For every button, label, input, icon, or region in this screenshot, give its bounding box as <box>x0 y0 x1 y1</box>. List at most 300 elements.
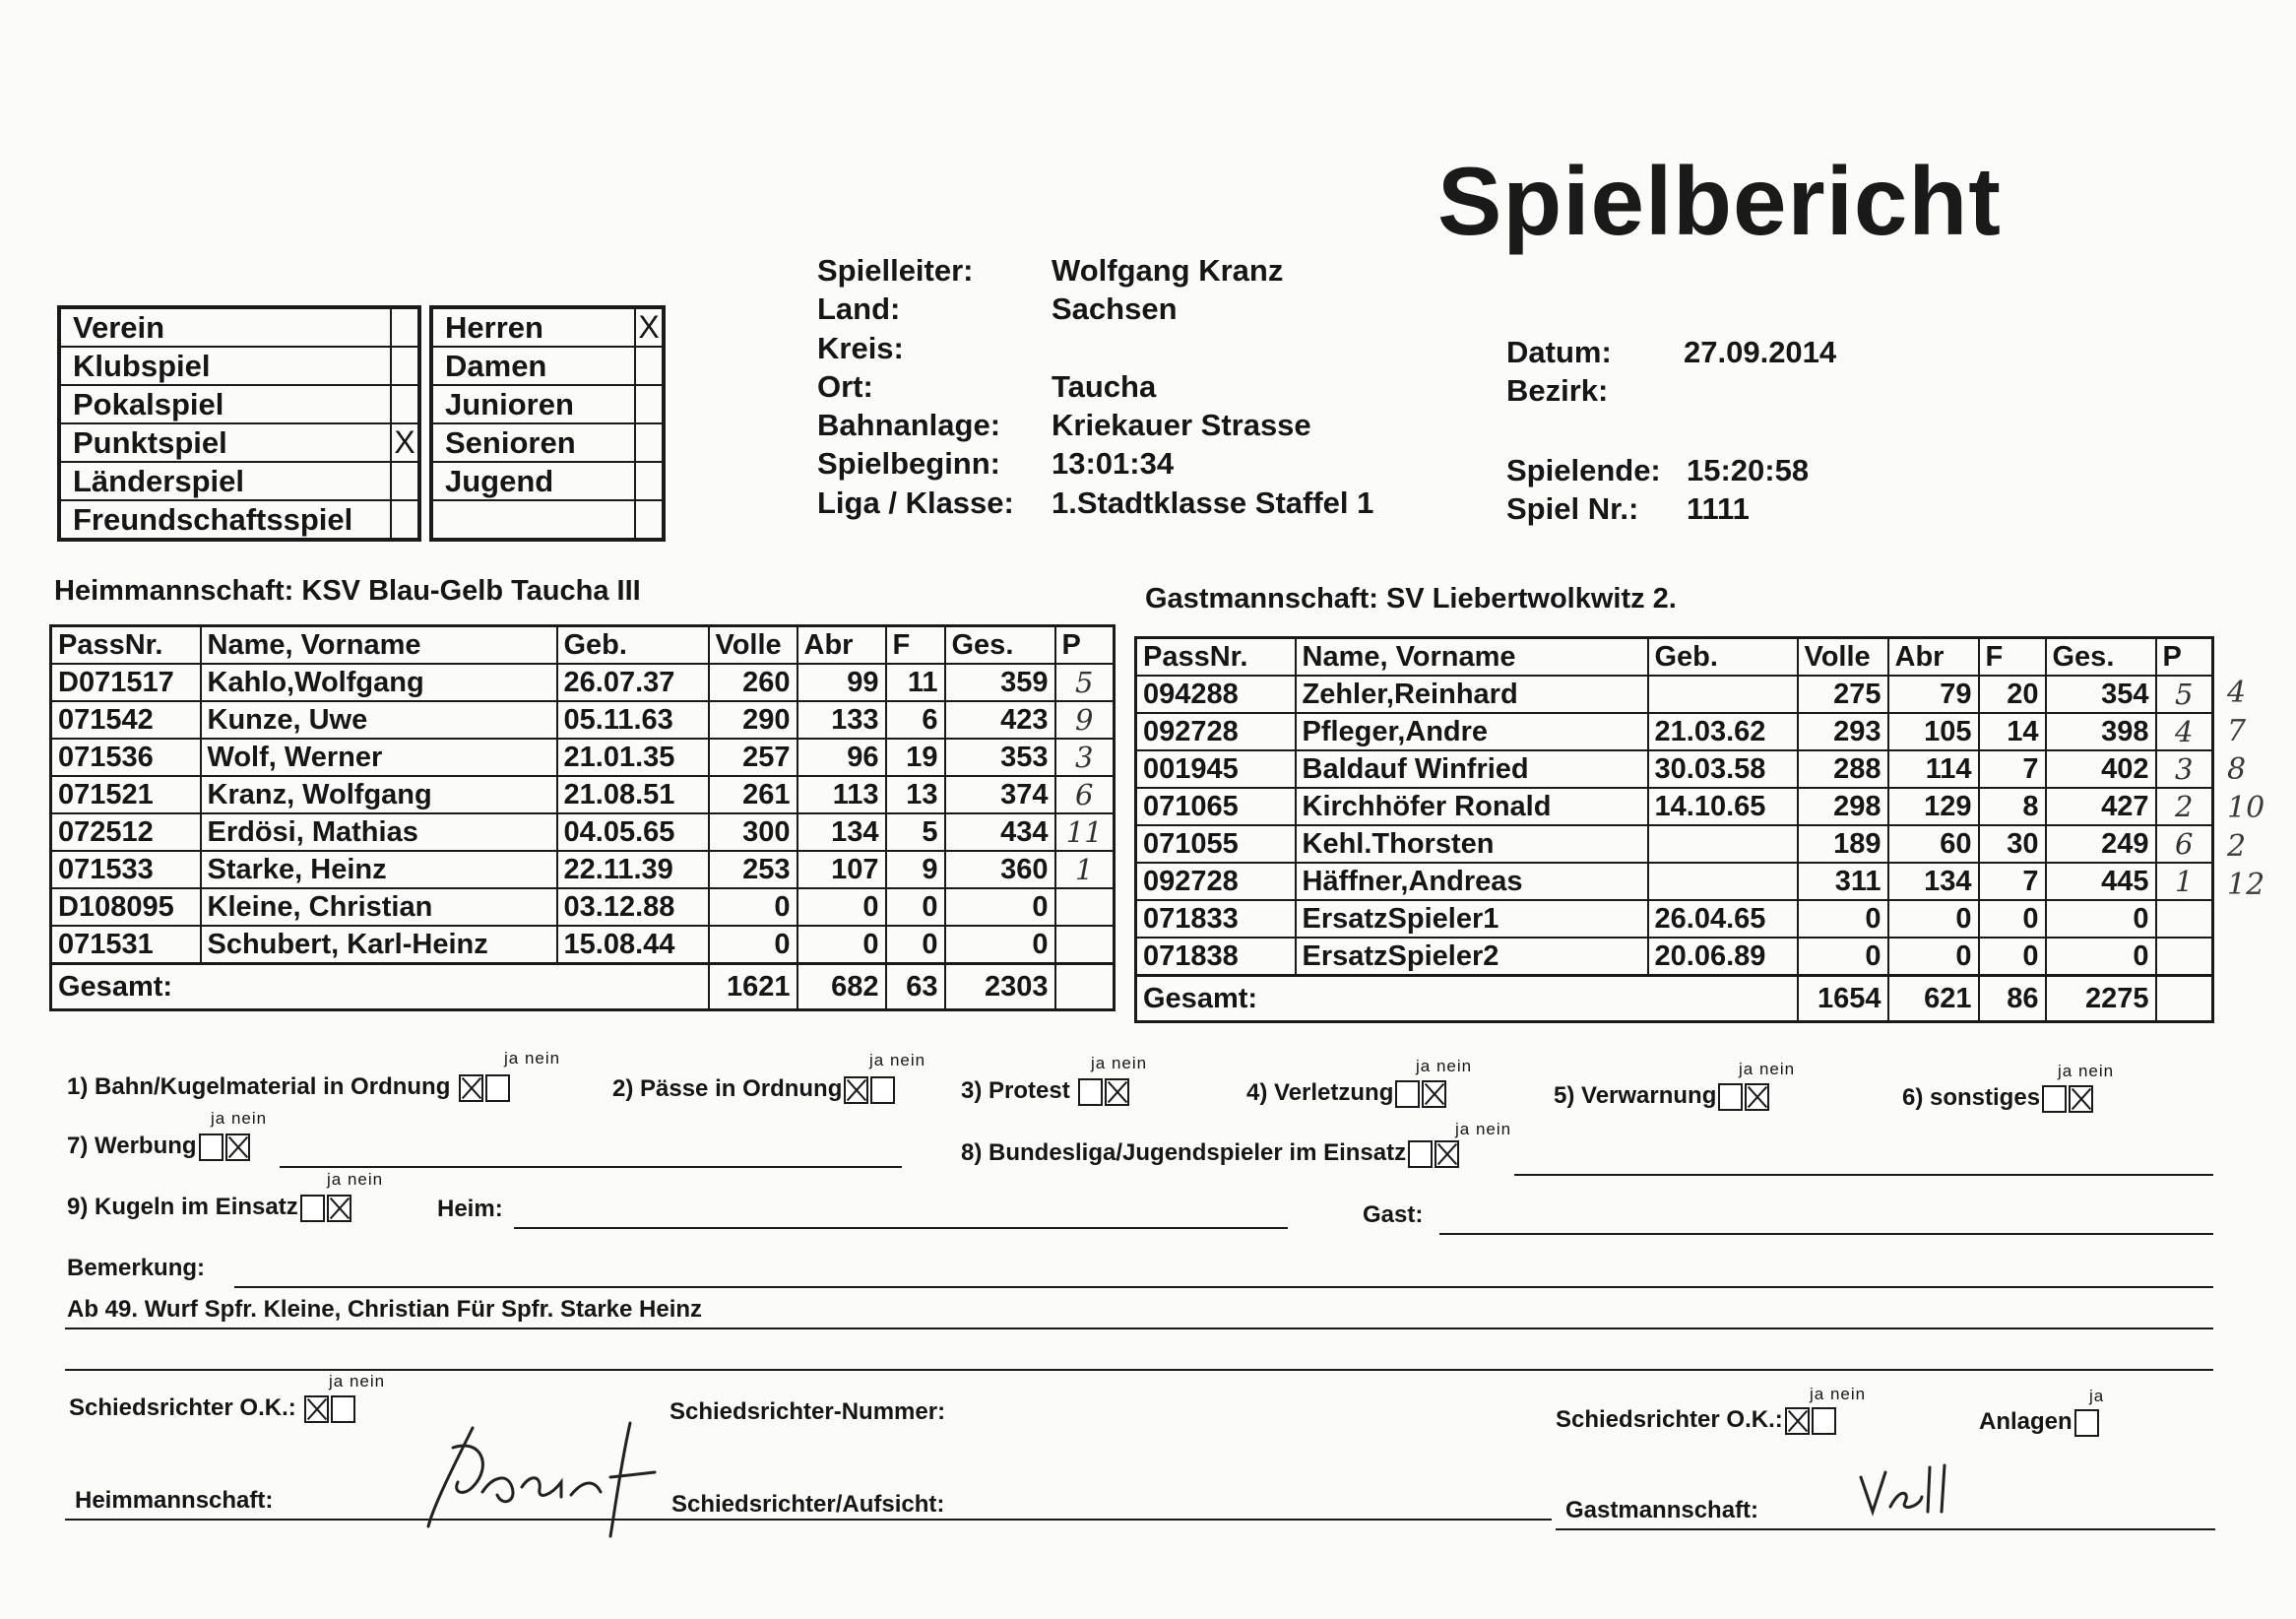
match-nr-value: 1111 <box>1687 491 1750 527</box>
meta-row <box>817 444 1373 483</box>
cell-f: 8 <box>1979 788 2046 825</box>
meta-end-block <box>1506 451 1809 529</box>
meta-value: Sachsen <box>1052 291 1178 327</box>
q8-no-checkbox[interactable] <box>1435 1140 1459 1168</box>
signature-line-right <box>1556 1528 2215 1530</box>
end-value: 15:20:58 <box>1687 453 1810 487</box>
no-label: nein <box>1758 1060 1796 1078</box>
cell-volle: 0 <box>709 926 797 964</box>
cell-name: Wolf, Werner <box>201 739 557 776</box>
cell-pass: 072512 <box>51 813 201 851</box>
no-label: nein <box>1111 1054 1148 1072</box>
yes-label: ja <box>329 1372 345 1391</box>
category-row <box>431 423 664 462</box>
match-type-row <box>59 462 419 500</box>
cell-name: Kehl.Thorsten <box>1296 825 1648 863</box>
gast-balls-input-line[interactable] <box>1439 1233 2213 1235</box>
cell-abr: 113 <box>797 776 886 813</box>
q9-row <box>67 1194 351 1222</box>
cell-ges: 359 <box>945 664 1055 701</box>
category-mark[interactable] <box>635 423 664 462</box>
referee-number-label: Schiedsrichter-Nummer: <box>670 1398 946 1425</box>
cell-pass: 071055 <box>1136 825 1296 863</box>
cell-ges: 354 <box>2046 676 2156 713</box>
cell-f: 5 <box>886 813 945 851</box>
yes-label: ja <box>869 1051 885 1069</box>
category-label: Junioren <box>431 385 635 423</box>
home-team-signature <box>414 1379 689 1556</box>
meta-row <box>817 329 1373 367</box>
meta-label: Ort: <box>817 368 873 404</box>
cell-geb <box>1648 825 1798 863</box>
q4-yes-checkbox[interactable] <box>1395 1080 1420 1108</box>
cell-f: 0 <box>1979 900 2046 938</box>
match-type-mark[interactable]: X <box>391 423 419 462</box>
column-header: F <box>1979 638 2046 677</box>
cell-geb: 26.07.37 <box>557 664 709 701</box>
no-label: nein <box>1829 1385 1867 1403</box>
column-header: Geb. <box>557 626 709 665</box>
player-row <box>51 776 1115 813</box>
cell-pass: 092728 <box>1136 863 1296 900</box>
category-row <box>431 307 664 347</box>
cell-ges: 0 <box>945 888 1055 926</box>
player-row <box>51 851 1115 888</box>
player-row <box>1136 788 2213 825</box>
player-row <box>1136 713 2213 750</box>
column-header: Abr <box>797 626 886 665</box>
total-row <box>51 964 1115 1010</box>
yes-label: ja <box>327 1170 343 1189</box>
match-type-label: Pokalspiel <box>59 385 391 423</box>
q2-yes-checkbox[interactable] <box>844 1076 868 1104</box>
guest-team-heading <box>1145 583 1677 615</box>
total-label: Gesamt: <box>1136 976 1798 1022</box>
cell-abr: 0 <box>797 888 886 926</box>
cell-ges: 398 <box>2046 713 2156 750</box>
total-volle: 1654 <box>1798 976 1888 1022</box>
player-row <box>1136 825 2213 863</box>
match-type-label: Klubspiel <box>59 347 391 385</box>
match-meta <box>817 251 1373 522</box>
match-type-row <box>59 500 419 540</box>
match-type-row <box>59 307 419 347</box>
cell-name: Kleine, Christian <box>201 888 557 926</box>
player-row <box>51 739 1115 776</box>
cell-volle: 298 <box>1798 788 1888 825</box>
meta-label: Land: <box>817 291 901 327</box>
column-header: Geb. <box>1648 638 1798 677</box>
q3-yes-checkbox[interactable] <box>1078 1078 1103 1106</box>
cell-ges: 374 <box>945 776 1055 813</box>
handwritten-note: 10 <box>2227 791 2265 825</box>
heim-balls-label: Heim: <box>437 1196 503 1222</box>
meta-label: Spielbeginn: <box>817 446 1000 482</box>
meta-label: Liga / Klasse: <box>817 485 1014 520</box>
match-type-label: Verein <box>59 307 391 347</box>
cell-name: Baldauf Winfried <box>1296 750 1648 788</box>
referee-ok-right-no-checkbox[interactable] <box>1812 1407 1836 1435</box>
cell-name: Kirchhöfer Ronald <box>1296 788 1648 825</box>
column-header: PassNr. <box>1136 638 1296 677</box>
meta-value: Wolfgang Kranz <box>1052 253 1284 288</box>
no-label: nein <box>347 1170 384 1189</box>
q8-row <box>961 1139 1459 1168</box>
column-header: PassNr. <box>51 626 201 665</box>
yes-label: ja <box>2089 1387 2105 1405</box>
cell-f: 11 <box>886 664 945 701</box>
cell-name: Starke, Heinz <box>201 851 557 888</box>
match-nr-label: Spiel Nr.: <box>1506 491 1639 527</box>
column-header: Name, Vorname <box>201 626 557 665</box>
cell-pass: D108095 <box>51 888 201 926</box>
cell-f: 0 <box>1979 938 2046 976</box>
cell-name: Kunze, Uwe <box>201 701 557 739</box>
referee-ok-left-row <box>69 1394 355 1423</box>
cell-f: 0 <box>886 926 945 964</box>
q9-yes-checkbox[interactable] <box>300 1195 325 1222</box>
player-row <box>1136 938 2213 976</box>
cell-geb: 21.01.35 <box>557 739 709 776</box>
cell-p <box>1055 926 1115 964</box>
q9-label: 9) Kugeln im Einsatz <box>67 1194 298 1220</box>
cell-p: 2 <box>2156 788 2213 825</box>
remarks-text[interactable]: Ab 49. Wurf Spfr. Kleine, Christian Für Spfr. Starke Heinz <box>67 1296 703 1323</box>
meta-label: Kreis: <box>817 330 904 365</box>
category-label: Jugend <box>431 462 635 500</box>
cell-name: Erdösi, Mathias <box>201 813 557 851</box>
cell-f: 7 <box>1979 750 2046 788</box>
cell-pass: 094288 <box>1136 676 1296 713</box>
q7-input-line[interactable] <box>280 1166 902 1168</box>
cell-p <box>2156 900 2213 938</box>
q8-input-line[interactable] <box>1514 1174 2213 1176</box>
q7-row <box>67 1133 250 1161</box>
cell-volle: 293 <box>1798 713 1888 750</box>
home-team-label: Heimmannschaft: <box>54 575 294 607</box>
cell-pass: 071838 <box>1136 938 1296 976</box>
category-row <box>431 385 664 423</box>
no-label: nein <box>1435 1057 1473 1075</box>
q1-label: 1) Bahn/Kugelmaterial in Ordnung <box>67 1073 451 1100</box>
guest-team-signature <box>1851 1457 1989 1526</box>
cell-name: ErsatzSpieler2 <box>1296 938 1648 976</box>
total-abr: 621 <box>1888 976 1979 1022</box>
total-label: Gesamt: <box>51 964 709 1010</box>
cell-geb: 21.08.51 <box>557 776 709 813</box>
heim-balls-input-line[interactable] <box>514 1227 1288 1229</box>
cell-p: 6 <box>1055 776 1115 813</box>
cell-f: 13 <box>886 776 945 813</box>
cell-geb: 26.04.65 <box>1648 900 1798 938</box>
meta-row <box>817 484 1373 522</box>
meta-row <box>817 406 1373 444</box>
cell-pass: 071521 <box>51 776 201 813</box>
cell-ges: 423 <box>945 701 1055 739</box>
cell-name: Schubert, Karl-Heinz <box>201 926 557 964</box>
handwritten-note: 7 <box>2227 714 2247 748</box>
cell-volle: 253 <box>709 851 797 888</box>
cell-geb <box>1648 676 1798 713</box>
total-abr: 682 <box>797 964 886 1010</box>
cell-abr: 0 <box>1888 900 1979 938</box>
total-f: 86 <box>1979 976 2046 1022</box>
column-header: Volle <box>1798 638 1888 677</box>
q3-no-checkbox[interactable] <box>1105 1078 1129 1106</box>
q7-no-checkbox[interactable] <box>225 1133 250 1161</box>
cell-volle: 260 <box>709 664 797 701</box>
match-type-mark[interactable] <box>391 307 419 347</box>
category-mark[interactable]: X <box>635 307 664 347</box>
category-mark[interactable] <box>635 500 664 540</box>
cell-ges: 249 <box>2046 825 2156 863</box>
category-row <box>431 347 664 385</box>
q8-label: 8) Bundesliga/Jugendspieler im Einsatz <box>961 1139 1407 1166</box>
meta-row <box>817 367 1373 406</box>
q5-row <box>1554 1082 1769 1111</box>
table-header-row <box>51 626 1115 665</box>
cell-ges: 360 <box>945 851 1055 888</box>
no-label: nein <box>524 1049 561 1068</box>
player-row <box>51 926 1115 964</box>
q7-label: 7) Werbung <box>67 1133 197 1159</box>
q5-yes-checkbox[interactable] <box>1718 1083 1743 1111</box>
cell-volle: 257 <box>709 739 797 776</box>
yes-label: ja <box>504 1049 520 1068</box>
cell-abr: 0 <box>797 926 886 964</box>
q4-row <box>1246 1079 1446 1108</box>
cell-name: ErsatzSpieler1 <box>1296 900 1648 938</box>
match-type-box <box>57 305 421 542</box>
player-row <box>51 701 1115 739</box>
category-mark[interactable] <box>635 347 664 385</box>
cell-pass: 071833 <box>1136 900 1296 938</box>
table-header-row <box>1136 638 2213 677</box>
q2-label: 2) Pässe in Ordnung <box>612 1075 843 1102</box>
cell-name: Zehler,Reinhard <box>1296 676 1648 713</box>
remarks-line-1 <box>234 1286 2213 1288</box>
cell-abr: 114 <box>1888 750 1979 788</box>
yes-label: ja <box>1739 1060 1754 1078</box>
cell-f: 9 <box>886 851 945 888</box>
column-header: Volle <box>709 626 797 665</box>
referee-ok-left-yes-checkbox[interactable] <box>304 1395 329 1423</box>
column-header: F <box>886 626 945 665</box>
column-header: P <box>1055 626 1115 665</box>
referee-supervision-label: Schiedsrichter/Aufsicht: <box>671 1491 945 1518</box>
column-header: Ges. <box>2046 638 2156 677</box>
match-type-mark[interactable] <box>391 347 419 385</box>
referee-ok-right-row <box>1556 1406 1836 1435</box>
cell-ges: 427 <box>2046 788 2156 825</box>
cell-geb: 05.11.63 <box>557 701 709 739</box>
cell-p: 9 <box>1055 701 1115 739</box>
attachments-checkbox[interactable] <box>2074 1409 2099 1437</box>
match-type-label: Länderspiel <box>59 462 391 500</box>
column-header: Ges. <box>945 626 1055 665</box>
meta-value: Taucha <box>1052 368 1157 404</box>
cell-name: Kranz, Wolfgang <box>201 776 557 813</box>
cell-abr: 79 <box>1888 676 1979 713</box>
cell-p: 11 <box>1055 813 1115 851</box>
q7-yes-checkbox[interactable] <box>199 1133 223 1161</box>
cell-volle: 0 <box>1798 938 1888 976</box>
cell-abr: 105 <box>1888 713 1979 750</box>
q4-label: 4) Verletzung <box>1246 1079 1394 1106</box>
cell-abr: 99 <box>797 664 886 701</box>
category-mark[interactable] <box>635 462 664 500</box>
match-type-mark[interactable] <box>391 462 419 500</box>
no-label: nein <box>2077 1062 2115 1080</box>
guest-player-table <box>1134 636 2214 1023</box>
cell-geb: 04.05.65 <box>557 813 709 851</box>
match-type-row <box>59 385 419 423</box>
cell-volle: 300 <box>709 813 797 851</box>
q5-label: 5) Verwarnung <box>1554 1082 1717 1109</box>
cell-ges: 353 <box>945 739 1055 776</box>
handwritten-note: 8 <box>2227 752 2247 787</box>
cell-volle: 290 <box>709 701 797 739</box>
total-p <box>2156 976 2213 1022</box>
cell-abr: 133 <box>797 701 886 739</box>
q6-no-checkbox[interactable] <box>2069 1085 2093 1113</box>
cell-abr: 134 <box>797 813 886 851</box>
yes-label: ja <box>2058 1062 2073 1080</box>
q3-row <box>961 1077 1129 1106</box>
cell-p: 1 <box>2156 863 2213 900</box>
cell-abr: 60 <box>1888 825 1979 863</box>
match-type-mark[interactable] <box>391 500 419 540</box>
total-f: 63 <box>886 964 945 1010</box>
guest-team-label: Gastmannschaft: <box>1145 583 1378 615</box>
cell-f: 30 <box>1979 825 2046 863</box>
referee-ok-left-no-checkbox[interactable] <box>331 1395 355 1423</box>
cell-geb: 15.08.44 <box>557 926 709 964</box>
q9-no-checkbox[interactable] <box>327 1195 351 1222</box>
cell-p: 5 <box>2156 676 2213 713</box>
column-header: P <box>2156 638 2213 677</box>
no-label: nein <box>1475 1120 1512 1138</box>
cell-ges: 434 <box>945 813 1055 851</box>
meta-row <box>817 290 1373 328</box>
cell-volle: 0 <box>709 888 797 926</box>
cell-name: Kahlo,Wolfgang <box>201 664 557 701</box>
cell-p <box>1055 888 1115 926</box>
q2-no-checkbox[interactable] <box>870 1076 895 1104</box>
yes-label: ja <box>211 1109 226 1128</box>
referee-ok-right-yes-checkbox[interactable] <box>1785 1407 1810 1435</box>
date-label: Datum: <box>1506 335 1612 369</box>
cell-pass: 092728 <box>1136 713 1296 750</box>
guest-team-signature-label: Gastmannschaft: <box>1565 1497 1759 1523</box>
cell-p <box>2156 938 2213 976</box>
handwritten-note: 4 <box>2227 676 2247 710</box>
player-row <box>51 813 1115 851</box>
guest-team-name: SV Liebertwolkwitz 2. <box>1385 583 1677 615</box>
cell-geb: 03.12.88 <box>557 888 709 926</box>
gast-balls-label: Gast: <box>1363 1201 1424 1228</box>
yes-label: ja <box>1416 1057 1432 1075</box>
category-label: Damen <box>431 347 635 385</box>
cell-abr: 134 <box>1888 863 1979 900</box>
meta-label: Spielleiter: <box>817 253 974 288</box>
player-row <box>1136 676 2213 713</box>
yes-label: ja <box>1091 1054 1107 1072</box>
remarks-line-3 <box>65 1369 2213 1371</box>
category-label: Herren <box>431 307 635 347</box>
no-label: nein <box>889 1051 926 1069</box>
home-player-table <box>49 624 1116 1011</box>
yes-label: ja <box>1455 1120 1471 1138</box>
column-header: Abr <box>1888 638 1979 677</box>
match-type-mark[interactable] <box>391 385 419 423</box>
category-label <box>431 500 635 540</box>
player-row <box>51 888 1115 926</box>
q8-yes-checkbox[interactable] <box>1408 1140 1433 1168</box>
cell-f: 6 <box>886 701 945 739</box>
match-type-label: Punktspiel <box>59 423 391 462</box>
player-row <box>1136 900 2213 938</box>
cell-pass: 071533 <box>51 851 201 888</box>
q2-row <box>612 1075 895 1104</box>
player-row <box>1136 750 2213 788</box>
cell-f: 14 <box>1979 713 2046 750</box>
total-p <box>1055 964 1115 1010</box>
cell-abr: 96 <box>797 739 886 776</box>
cell-p: 1 <box>1055 851 1115 888</box>
category-row <box>431 500 664 540</box>
meta-label: Bahnanlage: <box>817 408 1001 443</box>
q5-no-checkbox[interactable] <box>1745 1083 1769 1111</box>
q4-no-checkbox[interactable] <box>1422 1080 1446 1108</box>
cell-geb: 20.06.89 <box>1648 938 1798 976</box>
remarks-label: Bemerkung: <box>67 1255 206 1281</box>
no-label: nein <box>349 1372 386 1391</box>
cell-geb: 21.03.62 <box>1648 713 1798 750</box>
cell-volle: 189 <box>1798 825 1888 863</box>
player-row <box>51 664 1115 701</box>
home-team-name: KSV Blau-Gelb Taucha III <box>301 575 641 607</box>
attachments-label: Anlagen <box>1979 1408 2073 1435</box>
total-ges: 2275 <box>2046 976 2156 1022</box>
cell-ges: 402 <box>2046 750 2156 788</box>
cell-ges: 445 <box>2046 863 2156 900</box>
cell-volle: 275 <box>1798 676 1888 713</box>
cell-pass: 071531 <box>51 926 201 964</box>
cell-f: 20 <box>1979 676 2046 713</box>
meta-date-block <box>1506 333 1836 411</box>
cell-volle: 311 <box>1798 863 1888 900</box>
meta-row <box>817 251 1373 290</box>
match-type-row <box>59 423 419 462</box>
remarks-line-2 <box>65 1328 2213 1329</box>
meta-value: 13:01:34 <box>1052 446 1175 482</box>
cell-pass: 071065 <box>1136 788 1296 825</box>
cell-f: 7 <box>1979 863 2046 900</box>
end-label: Spielende: <box>1506 453 1661 487</box>
cell-volle: 288 <box>1798 750 1888 788</box>
cell-ges: 0 <box>945 926 1055 964</box>
category-mark[interactable] <box>635 385 664 423</box>
cell-abr: 107 <box>797 851 886 888</box>
meta-value: 1.Stadtklasse Staffel 1 <box>1052 485 1374 520</box>
q6-yes-checkbox[interactable] <box>2042 1085 2067 1113</box>
q1-yes-checkbox[interactable] <box>459 1074 483 1102</box>
q1-no-checkbox[interactable] <box>485 1074 510 1102</box>
q1-row <box>67 1073 510 1102</box>
cell-f: 19 <box>886 739 945 776</box>
cell-volle: 0 <box>1798 900 1888 938</box>
